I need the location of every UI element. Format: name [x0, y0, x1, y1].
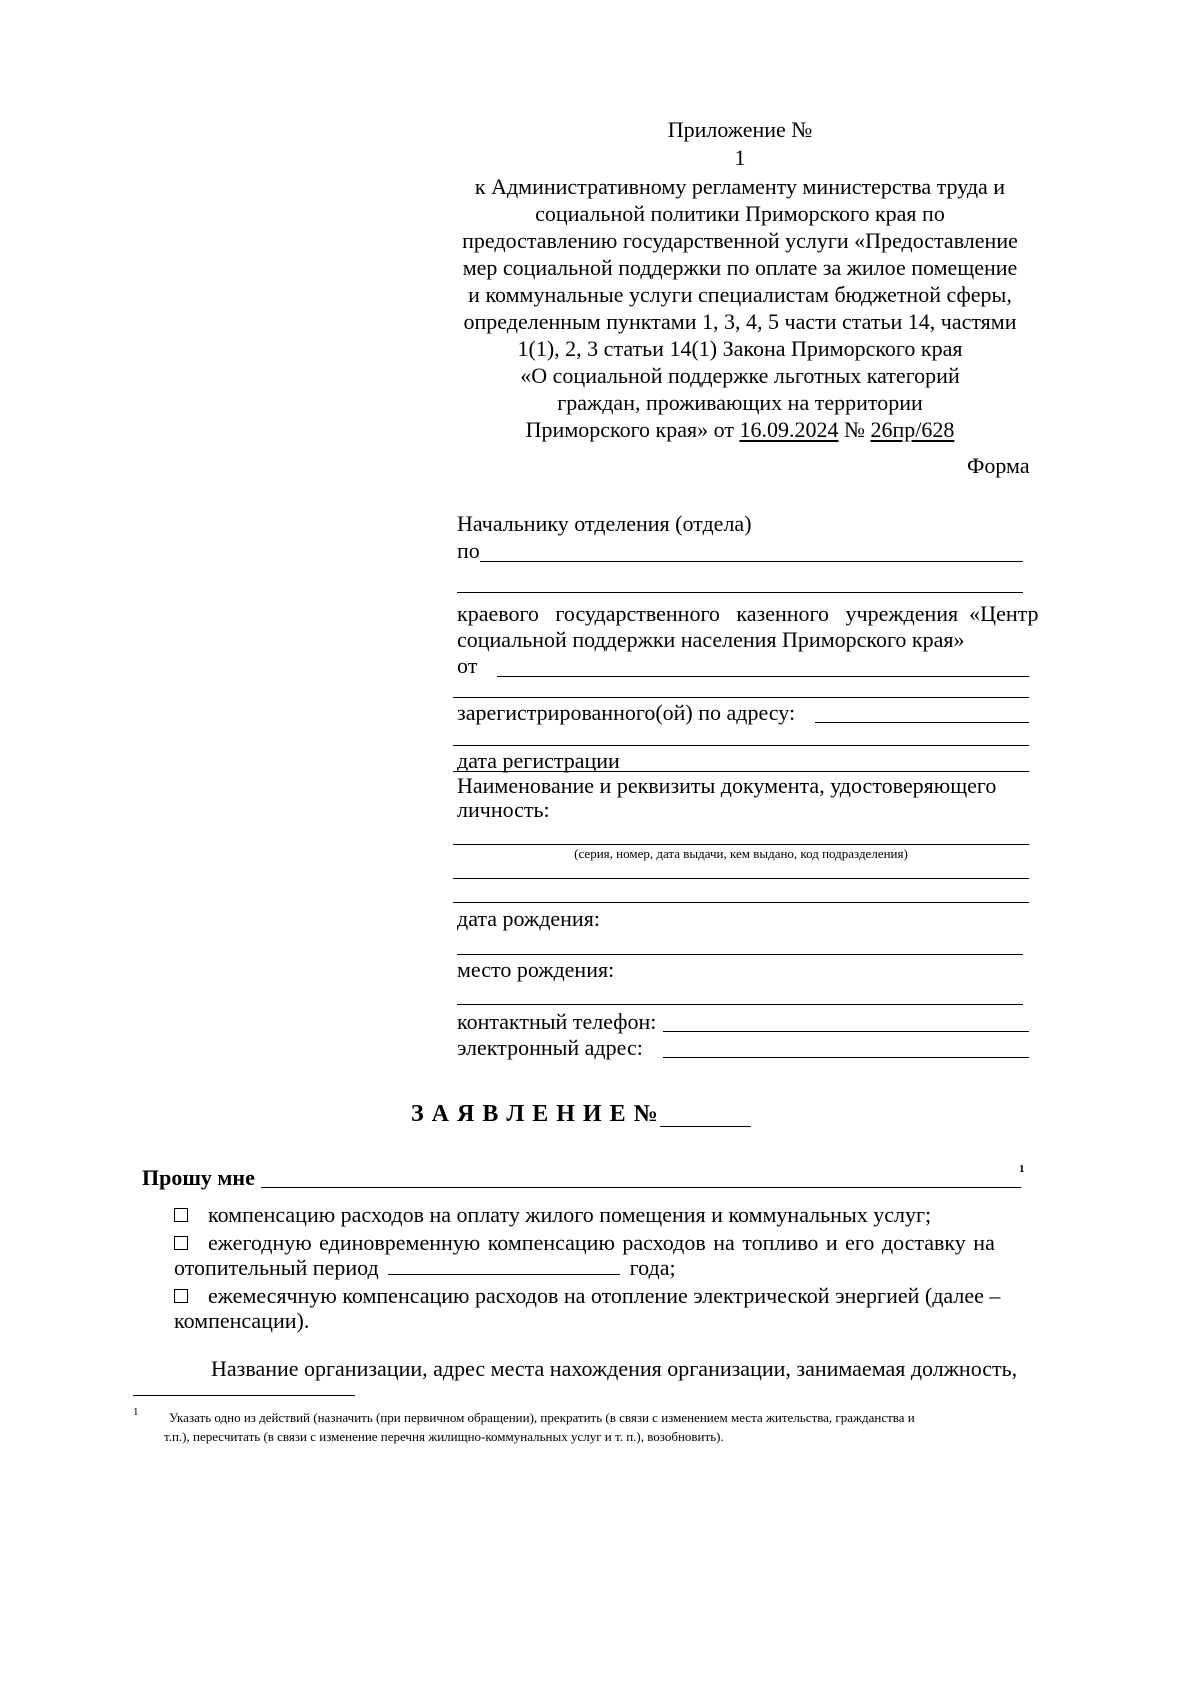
- birth-place-line[interactable]: [457, 1004, 1023, 1005]
- addressee-line1: Начальнику отделения (отдела): [457, 511, 752, 536]
- year-label: года;: [629, 1255, 676, 1280]
- appendix-line: мер социальной поддержки по оплате за жилое помещение: [462, 255, 1018, 280]
- statement-number-line[interactable]: [660, 1126, 751, 1127]
- po-field-line-2[interactable]: [457, 592, 1023, 593]
- po-field-line[interactable]: [480, 561, 1023, 562]
- institution-line2: социальной поддержки населения Приморского края»: [457, 627, 965, 652]
- option-electric[interactable]: [174, 1282, 1000, 1310]
- id-document-line[interactable]: [453, 844, 1029, 845]
- birth-place-label: место рождения:: [457, 957, 615, 982]
- appendix-line: 1(1), 2, 3 статьи 14(1) Закона Приморского края: [517, 336, 963, 361]
- appendix-line: предоставлению государственной услуги «Предоставление: [462, 228, 1018, 253]
- checkbox-icon[interactable]: [174, 1289, 188, 1303]
- id-document-line-2[interactable]: [453, 878, 1029, 879]
- appendix-line: социальной политики Приморского края по: [535, 201, 945, 226]
- appendix-line: определенным пунктами 1, 3, 4, 5 части статьи 14, частями: [463, 309, 1017, 334]
- phone-label: контактный телефон:: [457, 1009, 657, 1034]
- option-fuel-label: ежегодную единовременную компенсацию расходов на топливо и его доставку на: [208, 1230, 995, 1255]
- birth-date-line[interactable]: [457, 954, 1023, 955]
- footnote-text: [164, 1408, 1034, 1446]
- organization-text: Название организации, адрес места нахождения организации, занимаемая должность,: [211, 1356, 1018, 1381]
- option-housing[interactable]: [174, 1201, 931, 1229]
- heating-period-label: отопительный период: [174, 1255, 379, 1280]
- phone-field-line[interactable]: [663, 1031, 1029, 1032]
- heating-period-field[interactable]: [388, 1254, 620, 1275]
- appendix-line: к Административному регламенту министерства труда и: [474, 174, 1006, 199]
- request-label: Прошу мне: [142, 1165, 255, 1190]
- footnote-separator: [133, 1395, 355, 1396]
- option-fuel-cont: [174, 1254, 676, 1282]
- addressee-ot: от: [457, 653, 478, 678]
- address-field-line-2[interactable]: [453, 745, 1029, 746]
- from-field-line[interactable]: [497, 676, 1029, 677]
- option-electric-cont: компенсации).: [174, 1308, 310, 1333]
- appendix-line: граждан, проживающих на территории: [557, 390, 923, 415]
- regulation-number: 26пр/628: [870, 417, 955, 442]
- footnote-ref: 1: [1019, 1163, 1025, 1175]
- appendix-last-prefix: Приморского края» от: [525, 417, 740, 442]
- birth-date-label: дата рождения:: [457, 906, 600, 931]
- appendix-line-last: [450, 416, 1030, 443]
- checkbox-icon[interactable]: [174, 1208, 188, 1222]
- id-document-hint: (серия, номер, дата выдачи, кем выдано, код подразделения): [574, 846, 908, 861]
- address-field-line[interactable]: [815, 722, 1029, 723]
- appendix-line: «О социальной поддержке льготных категорий: [520, 363, 960, 388]
- id-document-label: [457, 772, 996, 824]
- id-document-line-3[interactable]: [453, 902, 1029, 903]
- option-fuel[interactable]: [174, 1229, 1019, 1257]
- id-document-label-l2: личность:: [457, 797, 550, 822]
- registration-date-label: дата регистрации: [457, 748, 620, 773]
- email-field-line[interactable]: [663, 1057, 1029, 1058]
- option-electric-label: ежемесячную компенсацию расходов на отопление электрической энергией (далее –: [208, 1283, 1001, 1308]
- footnote-line2: т.п.), пересчитать (в связи с изменение перечня жилищно-коммунальных услуг и т. п.), возобновить).: [164, 1429, 724, 1444]
- regulation-date: 16.09.2024: [739, 417, 839, 442]
- addressee-po: по: [457, 538, 480, 563]
- from-field-line-2[interactable]: [453, 697, 1029, 698]
- appendix-description: [450, 173, 1030, 443]
- registered-address-label: зарегистрированного(ой) по адресу:: [457, 700, 796, 725]
- statement-title: З А Я В Л Е Н И Е №: [411, 1101, 659, 1127]
- email-label: электронный адрес:: [457, 1035, 643, 1060]
- appendix-line: и коммунальные услуги специалистам бюджетной сферы,: [468, 282, 1012, 307]
- form-label: Форма: [967, 453, 1030, 478]
- option-housing-label: компенсацию расходов на оплату жилого помещения и коммунальных услуг;: [208, 1202, 932, 1227]
- appendix-title: Приложение № 1: [667, 117, 813, 170]
- footnote-line1: Указать одно из действий (назначить (при первичном обращении), прекратить (в связи с изменением места жительства, гражданства и: [169, 1410, 915, 1425]
- footnote-mark: 1: [133, 1406, 139, 1418]
- checkbox-icon[interactable]: [174, 1236, 188, 1250]
- id-document-label-l1: Наименование и реквизиты документа, удостоверяющего: [457, 773, 997, 798]
- number-prefix: №: [838, 417, 871, 442]
- request-field-line[interactable]: [261, 1187, 1021, 1188]
- institution-line1: краевого государственного казенного учреждения «Центр: [457, 601, 1039, 626]
